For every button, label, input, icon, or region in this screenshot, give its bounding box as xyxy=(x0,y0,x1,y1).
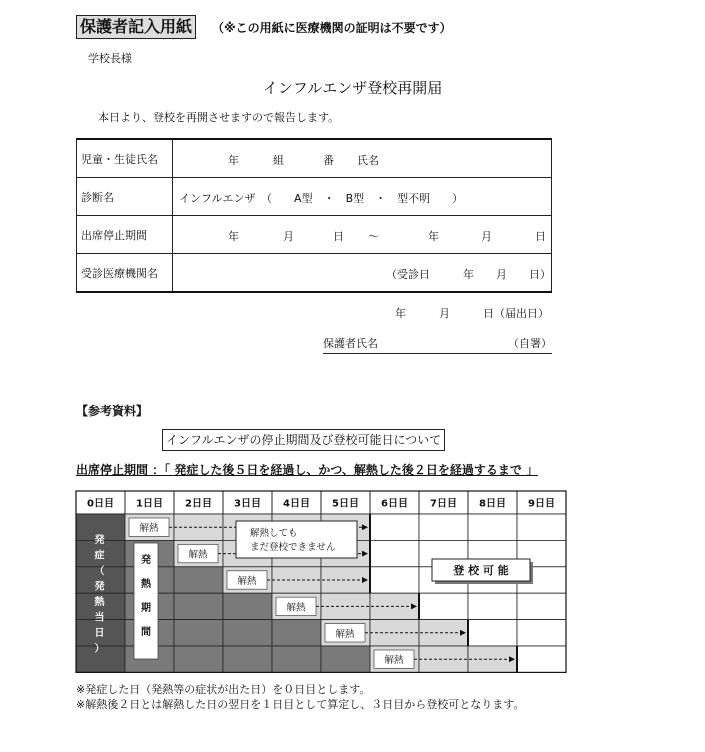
fever-period-char: 熱 xyxy=(141,579,151,590)
onset-label-char: 発 xyxy=(94,535,105,546)
year-label: 年 xyxy=(228,154,239,167)
clinic-label: 受診医療機関名 xyxy=(77,254,173,293)
submission-date[interactable]: 年 月 日（届出日） xyxy=(395,307,549,320)
onset-label-char: 当 xyxy=(94,612,105,624)
end-year-label: 年 xyxy=(428,230,439,243)
class-label: 組 xyxy=(273,154,284,167)
day-header-label: 9日目 xyxy=(528,498,555,510)
self-sign-label: （自署） xyxy=(508,337,552,350)
day-header-label: 2日目 xyxy=(185,498,212,510)
timeline-cell xyxy=(223,646,272,672)
timeline-cell xyxy=(517,646,566,672)
timeline-cell xyxy=(174,646,223,672)
reference-heading: 【参考資料】 xyxy=(76,404,149,418)
start-day-label: 日 xyxy=(333,230,344,243)
document-title: インフルエンザ登校再開届 xyxy=(262,79,443,97)
footnote-2: ※解熱後２日とは解熱した日の翌日を１日目として算定し、３日目から登校可となります。 xyxy=(76,698,525,711)
end-month-label: 月 xyxy=(481,230,492,243)
timeline-cell xyxy=(272,646,321,672)
intro-text: 本日より、登校を再開させますので報告します。 xyxy=(98,111,340,124)
onset-label-char: ） xyxy=(94,643,105,655)
day-header-label: 0日目 xyxy=(87,498,114,510)
day-header-label: 8日目 xyxy=(479,498,506,510)
name-label: 氏名 xyxy=(357,154,379,167)
onset-label-char: 熱 xyxy=(94,597,105,608)
timeline-cell xyxy=(517,593,566,619)
onset-label-char: 日 xyxy=(94,628,105,639)
timeline-cell xyxy=(468,514,517,540)
suspension-period-rule: 出席停止期間 ：「 発症した後５日を経過し、かつ、解熱した後２日を経過するまで 」 xyxy=(76,463,539,477)
day-header-label: 4日目 xyxy=(283,498,310,510)
day-header-label: 1日目 xyxy=(136,498,163,510)
timeline-cell xyxy=(419,514,468,540)
fever-period-char: 発 xyxy=(141,555,151,566)
student-name-label: 児童・生徒氏名 xyxy=(77,139,173,178)
day-header-label: 5日目 xyxy=(332,498,359,510)
timeline-cell xyxy=(223,620,272,646)
timeline-cell xyxy=(272,620,321,646)
visit-date: （受診日 年 月 日） xyxy=(386,268,551,281)
fever-end-label: 解熱 xyxy=(139,523,159,535)
onset-label-char: 発 xyxy=(94,581,105,593)
can-attend-label: 登 校 可 能 xyxy=(453,564,509,577)
timeline-cell xyxy=(174,593,223,619)
cannot-attend-line-1: 解熱しても xyxy=(250,528,298,539)
timeline-cell xyxy=(174,567,223,593)
fever-period-char: 期 xyxy=(141,603,151,614)
suspension-period-label: 出席停止期間 xyxy=(77,216,173,254)
timeline-cell xyxy=(370,567,419,593)
fever-end-label: 解熱 xyxy=(286,602,306,614)
cannot-attend-line-2: まだ登校できません xyxy=(250,542,336,553)
fever-end-label: 解熱 xyxy=(188,549,208,561)
fever-end-label: 解熱 xyxy=(237,576,257,587)
day-header-label: 6日目 xyxy=(381,498,408,510)
timeline-cell xyxy=(370,540,419,566)
footnote-1: ※発症した日（発熱等の症状が出た日）を０日目とします。 xyxy=(76,683,371,696)
start-year-label: 年 xyxy=(228,230,239,243)
timeline-cell xyxy=(174,620,223,646)
timeline-cell xyxy=(223,593,272,619)
end-day-label: 日 xyxy=(535,230,546,243)
addressee: 学校長様 xyxy=(88,52,132,65)
timeline-cell xyxy=(370,514,419,540)
number-label: 番 xyxy=(323,154,334,167)
fever-end-label: 解熱 xyxy=(384,655,404,667)
tilde: ～ xyxy=(368,230,379,243)
timeline-cell xyxy=(321,646,370,672)
timeline-cell xyxy=(468,593,517,619)
day-header-label: 3日目 xyxy=(234,498,261,510)
onset-label-char: （ xyxy=(94,566,105,577)
start-month-label: 月 xyxy=(283,230,294,243)
timeline-cell xyxy=(517,514,566,540)
diagnosis-label: 診断名 xyxy=(77,178,173,216)
onset-label-char: 症 xyxy=(94,550,105,562)
diagnosis-options: インフルエンザ （ A型 ・ B型 ・ 型不明 ） xyxy=(179,192,464,205)
document-label: 保護者記入用紙 xyxy=(76,15,196,39)
timeline-cell xyxy=(468,620,517,646)
fever-end-label: 解熱 xyxy=(335,628,355,640)
fever-period-char: 間 xyxy=(141,627,151,638)
guardian-name-label: 保護者氏名 xyxy=(323,337,378,350)
day-header-label: 7日目 xyxy=(430,498,457,510)
reference-title: インフルエンザの停止期間及び登校可能日について xyxy=(162,429,445,451)
timeline-cell xyxy=(517,620,566,646)
document-note: （※この用紙に医療機関の証明は不要です） xyxy=(212,21,452,35)
timeline-cell xyxy=(419,593,468,619)
